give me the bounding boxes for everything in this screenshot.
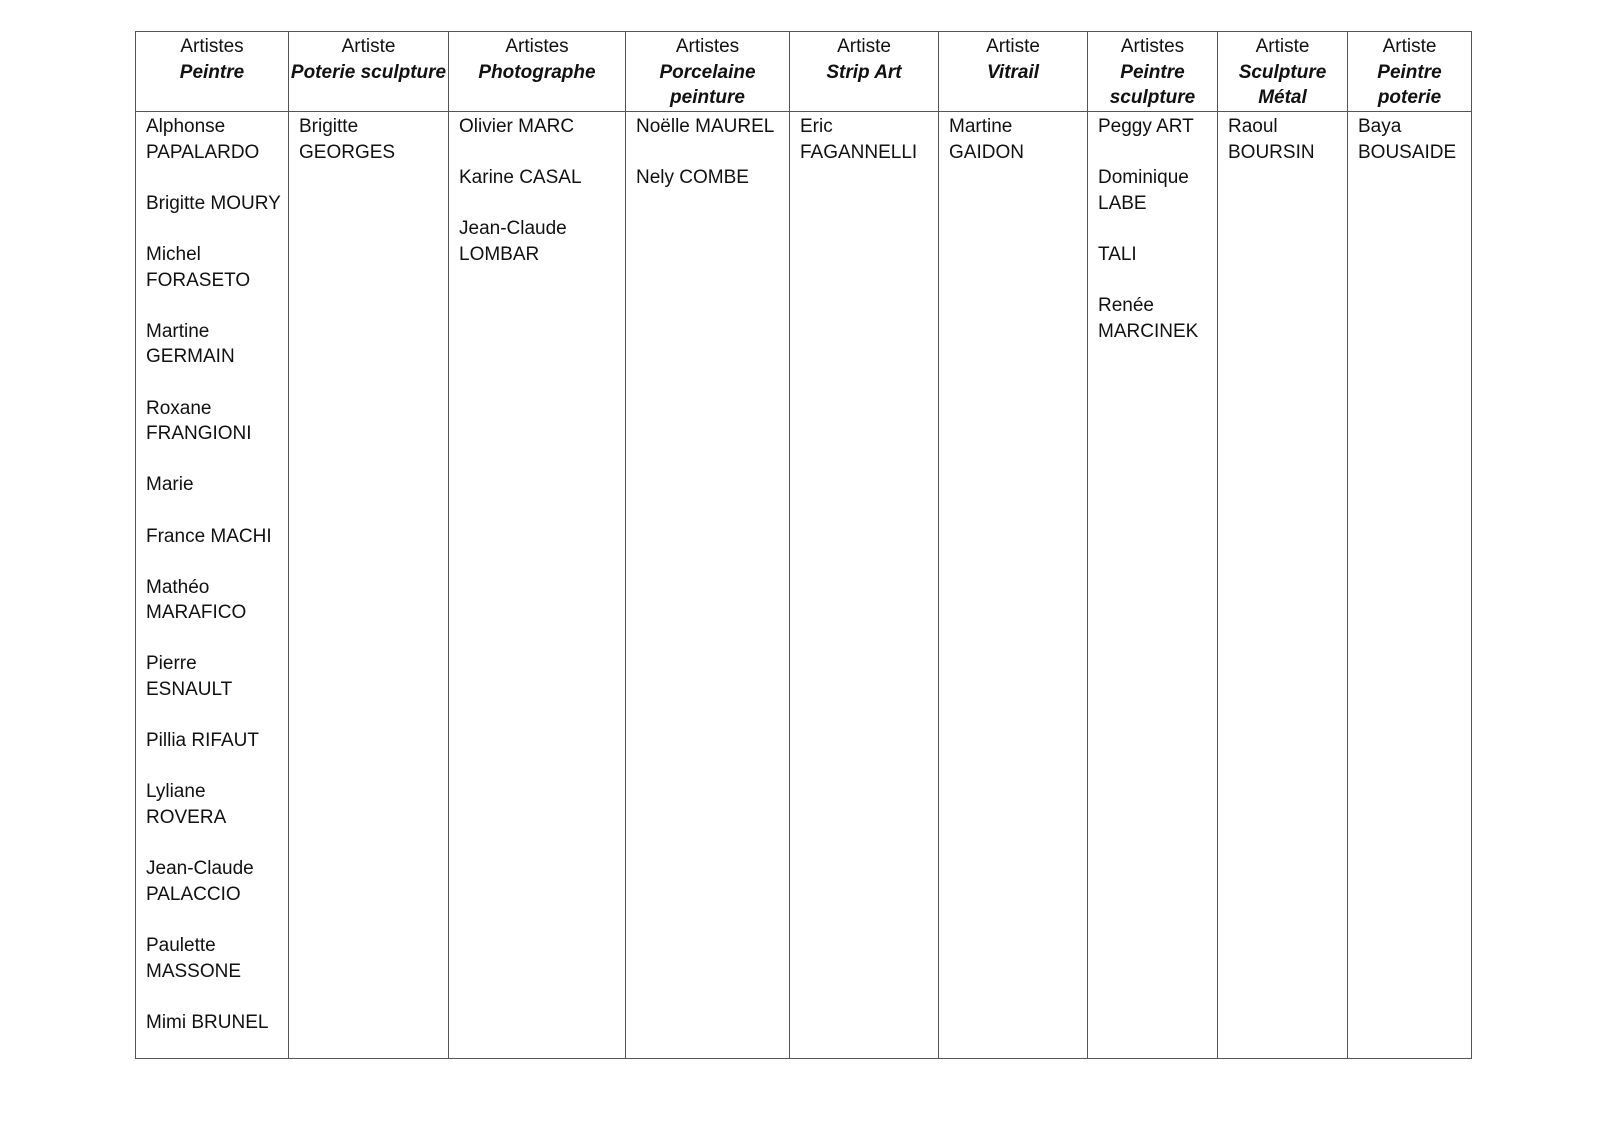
artist-list-cell — [1348, 112, 1472, 1059]
artist-name: Olivier MARC — [459, 116, 575, 137]
column-header-label: Artistes — [1120, 36, 1185, 57]
artist-name: Peggy ART — [1098, 116, 1194, 137]
artist-list-cell — [1088, 112, 1218, 1059]
artist-name: Nely COMBE — [636, 167, 749, 189]
column-header-label: Artiste — [341, 36, 396, 57]
artist-name: Roxane FRANGIONI — [146, 397, 252, 445]
artist-name: France MACHI — [146, 525, 272, 547]
column-header — [626, 32, 790, 112]
column-header — [289, 32, 449, 112]
artist-name: Brigitte MOURY — [146, 192, 281, 214]
column-header-discipline: Peintre poterie — [1377, 61, 1442, 109]
column-header-label: Artiste — [986, 36, 1040, 57]
column-header-discipline: Peintre sculpture — [1109, 61, 1196, 109]
artist-name: Baya BOUSAIDE — [1358, 116, 1457, 163]
artist-list-cell — [289, 112, 449, 1059]
artist-list-cell — [790, 112, 939, 1059]
artist-name: Pillia RIFAUT — [146, 730, 259, 752]
artist-name: Alphonse PAPALARDO — [146, 116, 260, 163]
column-header-label: Artistes — [505, 36, 569, 57]
artist-list-cell — [626, 112, 790, 1059]
column-header-label: Artistes — [675, 36, 740, 57]
artist-name: Brigitte GEORGES — [299, 116, 396, 163]
artist-name: Marie — [146, 474, 194, 496]
column-header — [1218, 32, 1348, 112]
artist-name: Karine CASAL — [459, 167, 582, 189]
column-header — [790, 32, 939, 112]
artist-name: Pierre ESNAULT — [146, 653, 233, 701]
artist-name: Noëlle MAUREL — [636, 116, 775, 137]
table-header-row — [136, 32, 1472, 112]
artist-name: Jean-Claude PALACCIO — [146, 858, 254, 905]
column-header-discipline: Poterie sculpture — [290, 61, 447, 83]
column-header — [939, 32, 1088, 112]
column-header-discipline: Peintre — [179, 61, 245, 83]
column-header-label: Artiste — [1255, 36, 1310, 57]
column-header — [1348, 32, 1472, 112]
artist-list-cell — [136, 112, 289, 1059]
artist-name: Jean-Claude LOMBAR — [459, 218, 567, 265]
artist-name: Paulette MASSONE — [146, 935, 242, 982]
column-header-label: Artistes — [180, 36, 244, 57]
artist-list-cell — [449, 112, 626, 1059]
artist-name: Lyliane ROVERA — [146, 781, 227, 829]
column-header — [1088, 32, 1218, 112]
artist-name: Martine GERMAIN — [146, 320, 235, 368]
artist-name: Mimi BRUNEL — [146, 1011, 269, 1033]
artist-name: TALI — [1098, 243, 1137, 265]
column-header — [449, 32, 626, 112]
artist-name: Eric FAGANNELLI — [800, 116, 918, 163]
artist-list-cell — [939, 112, 1088, 1059]
table-body-row — [136, 112, 1472, 1059]
artist-name: Mathéo MARAFICO — [146, 576, 247, 624]
column-header-label: Artiste — [1382, 36, 1437, 57]
artist-name: Martine GAIDON — [949, 116, 1024, 163]
artist-name: Michel FORASETO — [146, 243, 251, 291]
artist-name: Dominique LABE — [1098, 167, 1189, 214]
artist-name: Renée MARCINEK — [1098, 295, 1199, 342]
artist-list-cell — [1218, 112, 1348, 1059]
column-header-label: Artiste — [837, 36, 891, 57]
column-header-discipline: Vitrail — [986, 61, 1040, 83]
column-header-discipline: Sculpture Métal — [1238, 61, 1327, 109]
column-header-discipline: Photographe — [478, 61, 596, 83]
column-header-discipline: Porcelaine peinture — [659, 61, 756, 109]
artists-table — [135, 31, 1472, 1059]
column-header-discipline: Strip Art — [826, 61, 902, 83]
artist-name: Raoul BOURSIN — [1228, 116, 1315, 163]
column-header — [136, 32, 289, 112]
